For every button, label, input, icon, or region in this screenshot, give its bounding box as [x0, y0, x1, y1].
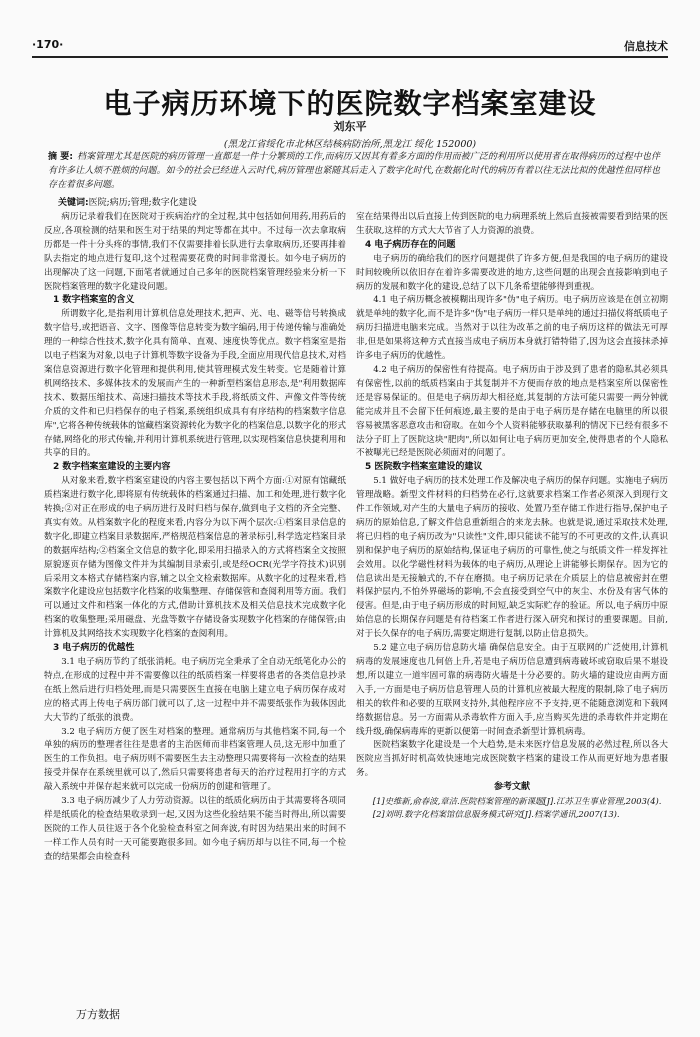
paragraph: 医院档案数字化建设是一个大趋势,是未来医疗信息发展的必然过程,所以各大医院应当抓好时机高效快速地完成医院数字档案的建设工作从而更好地为患者服务。 [356, 740, 668, 779]
reference-item: [2]刘明.数字化档案馆信息服务模式研究[J].档案学通讯,2007(13). [372, 809, 620, 820]
paragraph: 5.2 建立电子病历信息防火墙 确保信息安全。由于互联网的广泛使用,计算机病毒的发展速度也几何倍上升,若是电子病历信息遭到病毒破坏或窃取后果不堪设想,所以建立一道牢固可靠的病毒防火墙是十分必要的。防火墙的建设应由两方面入手,一方面是电子病历信息管理人员的计算机应被最大程度的限制,除了电子病历相关的软件和必要的互联网支持外,其他程序应不予支持,更不能随意浏览和下载网络数据信息。另一方面需从杀毒软件方面入手,应当购买先进的杀毒软件并定期在线升级,确保病毒库的更新以便第一时间查杀新型计算机病毒。 [356, 643, 668, 737]
paragraph: 5.1 做好电子病历的技术处理工作及解决电子病历的保存问题。实施电子病历管理战略。新型文件材料的归档势在必行,这就要求档案工作者必须深入到现行文件工作领域,对产生的大量电子病历的接收、处置乃至存储工作进行指导,保护电子病历的原始信息,了解文件信息重新组合的来龙去脉。也就是说,通过采取技术处理,将已归档的电子病历改为"只读性"文件,即只能读不能写的不可更改的文件,认真识别和保护电子病历的原始结构,保证电子病历的可靠性,使之与纸质文件一样发挥社会效用。以化学磁性材料为载体的电子病历,从理论上讲能够长期保存。因为它的信息读出是无接触式的,不存在磨损。电子病历记录在介质层上的信息被密封在塑料保护层内,不怕外界磁场的影响,不会直接受到空气中的灰尘、水份及有害气体的侵害。但是,由于电子病历形成的时间短,缺乏实际贮存的验证。所以,电子病历中原始信息的长期保存问题是有待档案工作者进行深入研究和探讨的重要课题。目前,对于长久保存的电子病历,需要定期进行复制,以防止信息损失。 [356, 476, 668, 640]
paragraph: 4.2 电子病历的保密性有待提高。电子病历由于涉及到了患者的隐私其必须具有保密性,以前的纸质档案由于其复制并不方便而存放的地点是档案室所以保密性还是容易保证的。但是电子病历却大相径庭,其复制的方法可能只需要一两分钟就能完成并且不会留下任何痕迹,最主要的是由于电子病历是存储在电脑里的所以很容易被黑客恶意攻击和窃取。在如今个人资料能够获取暴利的情况下已经有很多不法分子盯上了医院这块"肥肉",所以如何让电子病历更加安全,使得患者的个人隐私不被曝光已经是医院必须面对的问题了。 [356, 364, 668, 459]
right-column [356, 211, 668, 821]
paragraph: 电子病历的确给我们的医疗问题提供了许多方便,但是我国的电子病历的建设时间较晚所以依旧存在着许多需要改进的地方,这些问题的出现会直接影响到电子病历的发展和数字化的建设,总结了以下几条希望能够得到重视。 [356, 253, 668, 292]
header-rule [32, 56, 668, 58]
journal-name: 信息技术 [624, 40, 668, 53]
references-heading: 参考文献 [493, 782, 530, 793]
paragraph: 病历记录着我们在医院对于疾病治疗的全过程,其中包括如何用药,用药后的反应,各项检测的结果和医生对于结果的判定等都在其中。不过每一次去拿取病历都是一件十分头疼的事情,我们不仅需要排着长队进行去拿取病历,还要再排着队去指定的地点进行复印,这个过程需要花费的时间非常漫长。如今电子病历的出现解决了这一问题,下面笔者就通过自己多年的医院档案管理经验来分析一下医院档案管理的数字化建设问题。 [44, 212, 346, 292]
reference-item: [1]史维新,俞春波,章洁.医院档案管理的新课题[J].江苏卫生事业管理,2003(4). [372, 796, 662, 807]
section-heading: 5 医院数字档案室建设的建议 [365, 462, 483, 473]
section-heading: 1 数字档案室的含义 [53, 295, 135, 306]
running-header [32, 38, 668, 52]
paragraph: 3.3 电子病历减少了人力劳动资源。以往的纸质化病历由于其需要将各项同样是纸质化的检查结果收录到一起,又因为这些化验结果不能当时得出,所以需要医院的工作人员往返于各个化验检查科室之间奔波,有时因为结果出来的时间不一样工作人员有时一天可能要跑很多回。如今电子病历却与以往不同,每一个检查的结果都会由检查科 [44, 796, 346, 862]
paragraph: 室在结果得出以后直接上传到医院的电力病理系统上然后直接被需要看到结果的医生获取,这样的方式大大节省了人力资源的浪费。 [356, 212, 668, 236]
left-column [44, 211, 346, 865]
paragraph: 4.1 电子病历概念被模糊出现许多"伪"电子病历。电子病历应该是在创立初期就是单纯的数字化,而不是许多"伪"电子病历一样只是单纯的通过扫描仪将纸质电子病历扫描进电脑来完成。当然对于以往为改革之前的电子病历这样的做法无可厚非,但是如果将这种方式直接当成电子病历本身就打错特错了,因为这会直接抹杀掉许多电子病历的优越性。 [356, 295, 668, 362]
keywords-text: 医院;病历;管理;数字化建设 [88, 198, 197, 208]
article-title: 电子病历环境下的医院数字档案室建设 [103, 87, 597, 120]
section-heading: 3 电子病历的优越性 [53, 643, 135, 654]
abstract [48, 150, 660, 192]
affiliation: (黑龙江省绥化市北林区结核病防治所,黑龙江 绥化 152000) [223, 139, 477, 150]
footer-watermark: 万方数据 [76, 1008, 120, 1021]
paragraph: 3.2 电子病历方便了医生对档案的整理。通常病历与其他档案不同,每一个单独的病历的整理者往往是患者的主治医师而非档案管理人员,这无形中加重了医生的工作负担。电子病历则不需要医生去主动整理只需要将每一次检查的结果接受并保存在系统里就可以了,然后只需要将患者每天的治疗过程用打字的方式敲入系统中并保存起来就可以完成一份病历的创建和管理了。 [44, 726, 346, 793]
author: 刘东平 [333, 120, 367, 133]
paragraph: 从对象来看,数字档案室建设的内容主要包括以下两个方面:①对原有馆藏纸质档案进行数字化,即将原有传统载体的档案通过扫描、加工和处理,进行数字化转换;②对正在形成的电子病历进行及时归档与保存,做到电子文档的齐全完整、真实有效。从档案数字化的程度来看,内容分为以下两个层次:①档案目录信息的数字化,即建立档案目录数据库,严格规范档案信息的著录标引,科学选定档案目录的数据库结构;②档案全文信息的数字化,即采用扫描录入的方式将档案全文按照原貌逐页存储为图像文件并为其编制目录索引,或是经OCR(光学字符技术)识别后采用文本格式存储档案内容,辅之以全文检索数据库。从数字化的过程来看,档案数字化建设应包括数字化档案的收集整理、存储保管和查阅利用等方面。我们可以通过文件和档案一体化的方式,借助计算机技术及相关信息技术完成数字化档案的收集整理;采用磁盘、光盘等数字存储设备实现数字化档案的存储保管;由计算机及其网络技术实现数字化档案的查阅利用。 [44, 476, 346, 640]
paragraph: 3.1 电子病历节约了纸张消耗。电子病历完全秉承了全自动无纸笔化办公的特点,在形成的过程中并不需要像以往的纸质档案一样要将患者的各类信息抄录在纸上然后进行归档处理,而是只需要医生直接在电脑上建立电子病历保存成对应的格式再上传电子病历部门就可以了,这一过程中并不需要纸张作为载体因此大大节约了纸张的浪费。 [44, 657, 346, 723]
section-heading: 2 数字档案室建设的主要内容 [53, 462, 171, 473]
abstract-text: 档案管理尤其是医院的病历管理一直都是一件十分繁琐的工作,而病历又因其有着多方面的作用而被广泛的利用所以使用者在取得病历的过程中也伴有许多让人烦不胜烦的问题。如今的社会已经进入云时代,病历管理也紧随其后走入了数字化时代,在数据化时代的病历有着以往无法比拟的优越性但同样也存在着很多问题。 [48, 152, 660, 190]
paragraph: 所谓数字化,是指利用计算机信息处理技术,把声、光、电、磁等信号转换成数字信号,或把语音、文字、图像等信息转变为数字编码,用于传递传输与准确处理的一种综合性技术,数字化具有简单、直观、速度快等优点。数字档案室是指以电子档案为对象,以电子计算机等数字设备为手段,全面应用现代信息技术,对档案信息资源进行数字化管理和提供利用,使其管理模式发生转变。它是随着计算机网络技术、多媒体技术的发展而产生的一种新型档案信息形态,是"利用数据库技术、数据压缩技术、高速扫描技术等技术手段,将纸质文件、声像文件等传统介质的文件和已归档保存的电子档案,系统组织成具有有序结构的档案数字信息库",它将各种传统载体的馆藏档案资源转化为数字化的档案信息,以数字化的形式存储,网络化的形式传输,并利用计算机系统进行管理,以实现档案信息快捷利用和共享的目的。 [44, 309, 346, 459]
abstract-label: 摘 要: [48, 152, 73, 162]
page-number: ·170· [32, 38, 64, 51]
keywords [58, 196, 658, 210]
section-heading: 4 电子病历存在的问题 [365, 239, 456, 250]
keywords-label: 关键词: [58, 198, 89, 208]
